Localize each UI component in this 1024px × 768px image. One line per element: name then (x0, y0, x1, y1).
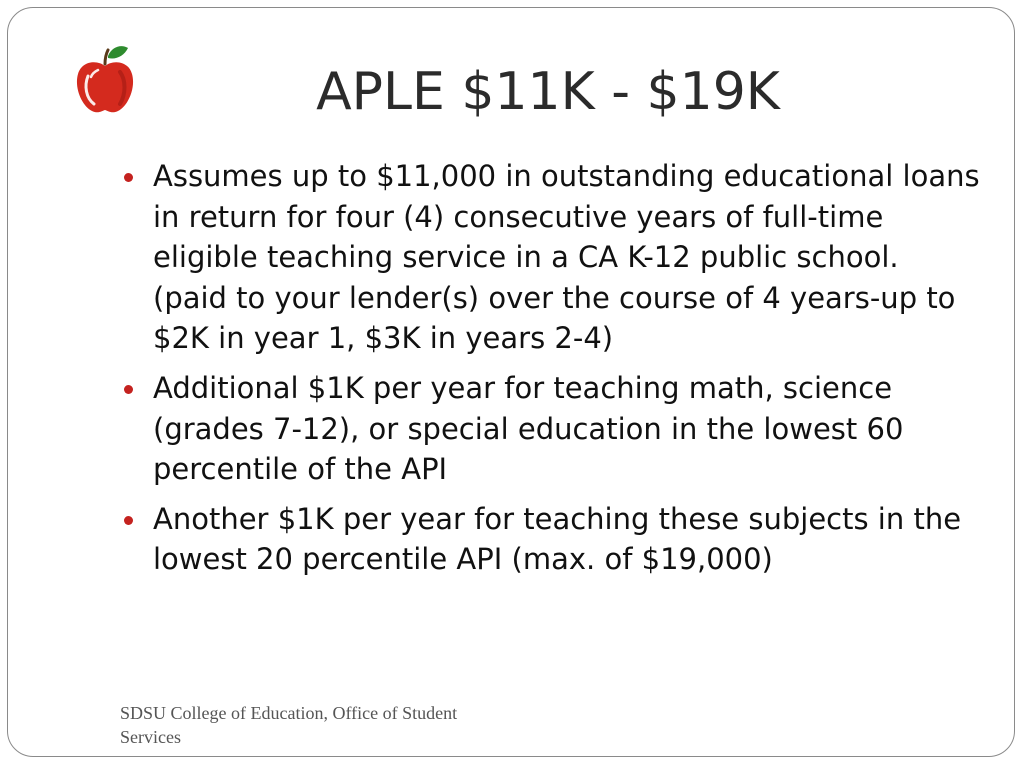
bullet-dot-icon (124, 173, 133, 182)
bullet-text: Another $1K per year for teaching these subjects in the lowest 20 percentile API (max. of $19,000) (153, 501, 962, 577)
bullet-list (120, 156, 980, 589)
list-item (120, 499, 980, 580)
list-item (120, 368, 980, 490)
slide-footer: SDSU College of Education, Office of Student Services (120, 703, 458, 747)
slide-frame (7, 7, 1015, 757)
bullet-dot-icon (124, 385, 133, 394)
list-item (120, 156, 980, 359)
slide-title: APLE $11K - $19K (316, 62, 780, 122)
bullet-dot-icon (124, 516, 133, 525)
bullet-text: Additional $1K per year for teaching math, science (grades 7-12), or special education in the lowest 60 percentile of the API (153, 370, 904, 487)
apple-icon (72, 44, 138, 116)
bullet-text: Assumes up to $11,000 in outstanding educational loans in return for four (4) consecutive years of full-time eligible teaching service in a CA K-12 public school. (paid to your lender(s) over the course of 4 years-up to $2K in year 1, $3K in years 2-4) (153, 159, 980, 356)
